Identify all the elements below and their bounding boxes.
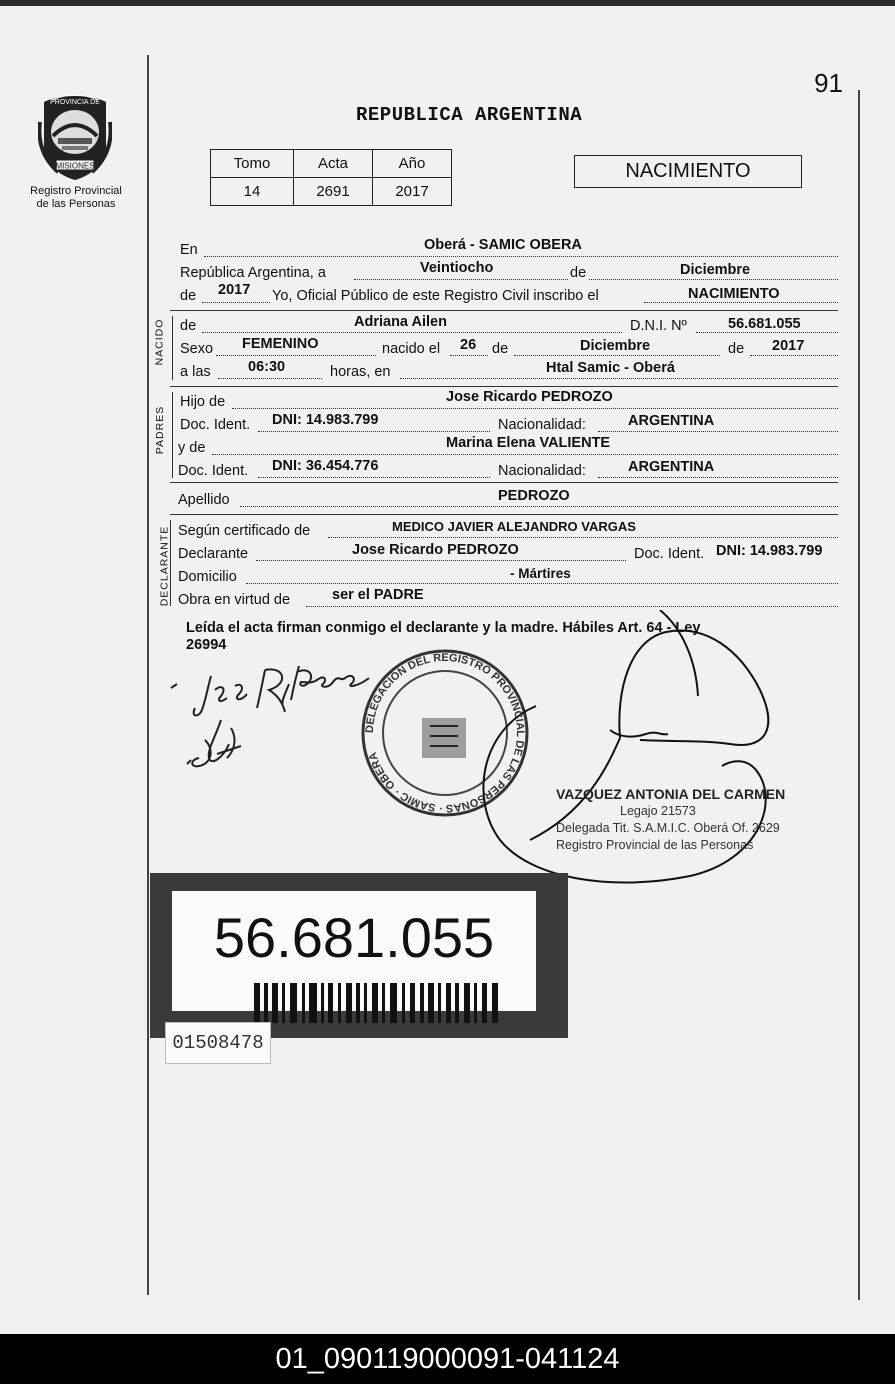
value-child-name: Adriana Ailen [354,314,447,330]
value-certificate: MEDICO JAVIER ALEJANDRO VARGAS [392,519,636,534]
value-anio: 2017 [373,178,452,206]
page-number: 91 [814,68,843,98]
dotted-line [258,431,490,432]
label-a-las: a las [180,364,211,380]
label-dni: D.N.I. Nº [630,318,687,334]
barcode-number: 56.681.055 [213,906,495,969]
label-segun-certificado: Según certificado de [178,523,311,539]
official-signature-block [556,786,785,854]
section-divider [170,310,838,311]
section-label-padres: PADRES [154,405,167,455]
dotted-line [306,606,838,607]
value-place: Oberá - SAMIC OBERA [424,237,582,253]
label-sexo: Sexo [180,341,214,357]
value-act-kind: NACIMIENTO [688,286,780,302]
stamp-ring-text: DELEGACIÓN DEL REGISTRO PROVINCIAL DE LAS PERSONAS · SAMIC · OBERÁ [363,651,527,815]
dotted-line [202,302,270,303]
label-de-3: de [728,341,745,357]
official-legajo: Legajo 21573 [620,804,696,818]
value-acta: 2691 [294,178,373,206]
barcode-label [172,891,536,1011]
right-margin-line [858,90,860,1300]
dotted-line [246,583,838,584]
label-de-2: de [492,341,509,357]
dotted-line [514,355,720,356]
label-horas-en: horas, en [330,364,391,380]
label-nationality-mother: Nacionalidad: [498,463,586,479]
scan-footer-id: 01_090119000091-041124 [0,1334,895,1384]
label-y-de: y de [178,440,206,456]
record-value-row [211,178,452,206]
value-mother-doc: DNI: 36.454.776 [272,458,379,474]
dotted-line [750,355,838,356]
official-registry: Registro Provincial de las Personas [556,838,754,852]
svg-text:PROVINCIA DE: PROVINCIA DE [50,99,100,106]
dotted-line [598,477,838,478]
declarant-signature [165,660,385,780]
value-sex: FEMENINO [242,336,319,352]
value-year: 2017 [218,282,251,298]
label-domicilio: Domicilio [178,569,237,585]
value-address: - Mártires [510,566,571,581]
section-divider [170,514,838,515]
barcode-graphic [254,983,500,1023]
header-acta: Acta [294,150,373,178]
section-label-declarante: DECLARANTE [158,525,171,607]
official-text: Yo, Oficial Público de este Registro Civil inscribo el [272,288,599,304]
dotted-line [256,560,626,561]
dotted-line [328,537,838,538]
label-nationality-father: Nacionalidad: [498,417,586,433]
value-tomo: 14 [211,178,294,206]
closing-line-1: Leída el acta firman conmigo el declarante y la madre. Hábiles Art. 64 - Ley [186,620,701,636]
label-de: de [570,265,587,281]
section-divider [170,482,838,483]
value-declarant-doc: DNI: 14.983.799 [716,543,823,559]
dotted-line [258,477,490,478]
value-birth-day: 26 [460,337,477,353]
label-doc-ident-father: Doc. Ident. [180,417,251,433]
dotted-line [216,355,376,356]
value-father-doc: DNI: 14.983.799 [272,412,379,428]
label-de-year: de [180,288,197,304]
registry-name-line1: Registro Provincial [30,185,122,197]
value-birth-month: Diciembre [580,338,651,354]
label-hijo-de: Hijo de [180,394,226,410]
label-nacido-el: nacido el [382,341,441,357]
label-de-nacido: de [180,318,197,334]
serial-number-label: 01508478 [165,1022,271,1064]
dotted-line [598,431,838,432]
header-anio: Año [373,150,452,178]
record-header-row [211,150,452,178]
label-doc-ident-mother: Doc. Ident. [178,463,249,479]
label-apellido: Apellido [178,492,230,508]
dotted-line [450,355,488,356]
section-label-nacido: NACIDO [153,318,166,366]
value-birth-year: 2017 [772,338,805,354]
value-day-words: Veintiocho [420,260,494,276]
section-bar [170,520,171,606]
record-type-box: NACIMIENTO [574,155,802,188]
label-republica: República Argentina, a [180,265,326,281]
value-by-virtue: ser el PADRE [332,587,424,603]
left-margin-line [147,55,149,1295]
value-child-dni: 56.681.055 [728,316,801,332]
section-bar [172,316,173,380]
page-top-edge [0,0,895,6]
section-divider [170,386,838,387]
dotted-line [218,378,322,379]
header-tomo: Tomo [211,150,294,178]
official-name: VAZQUEZ ANTONIA DEL CARMEN [556,786,786,802]
official-title: Delegada Tit. S.A.M.I.C. Oberá Of. 2629 [556,821,780,835]
value-birth-place: Htal Samic - Oberá [546,360,675,376]
province-coat-of-arms-logo [38,92,112,182]
value-mother-nationality: ARGENTINA [628,459,715,475]
label-en: En [180,242,198,258]
record-reference-table [210,149,452,206]
label-obra-en-virtud: Obra en virtud de [178,592,291,608]
label-declarante: Declarante [178,546,249,562]
value-month: Diciembre [680,262,751,278]
dotted-line [400,378,838,379]
dotted-line [354,279,838,280]
label-doc-ident-declarant: Doc. Ident. [634,546,705,562]
closing-line-2: 26994 [186,637,227,653]
value-father-name: Jose Ricardo PEDROZO [446,389,613,405]
registry-name [16,185,136,211]
country-heading: REPUBLICA ARGENTINA [356,104,583,126]
dni-barcode-sticker [150,873,568,1038]
svg-text:MISIONES: MISIONES [55,161,95,171]
section-bar [172,392,173,478]
dotted-line [202,332,622,333]
dotted-line [644,302,838,303]
value-birth-time: 06:30 [248,359,286,375]
value-declarant: Jose Ricardo PEDROZO [352,542,519,558]
dotted-line [212,454,838,455]
dotted-line [232,408,838,409]
registry-name-line2: de las Personas [36,198,116,210]
value-mother-name: Marina Elena VALIENTE [446,435,611,451]
dotted-line [240,506,838,507]
dotted-line [204,256,838,257]
dotted-line [696,332,838,333]
value-father-nationality: ARGENTINA [628,413,715,429]
value-surname: PEDROZO [498,488,570,504]
